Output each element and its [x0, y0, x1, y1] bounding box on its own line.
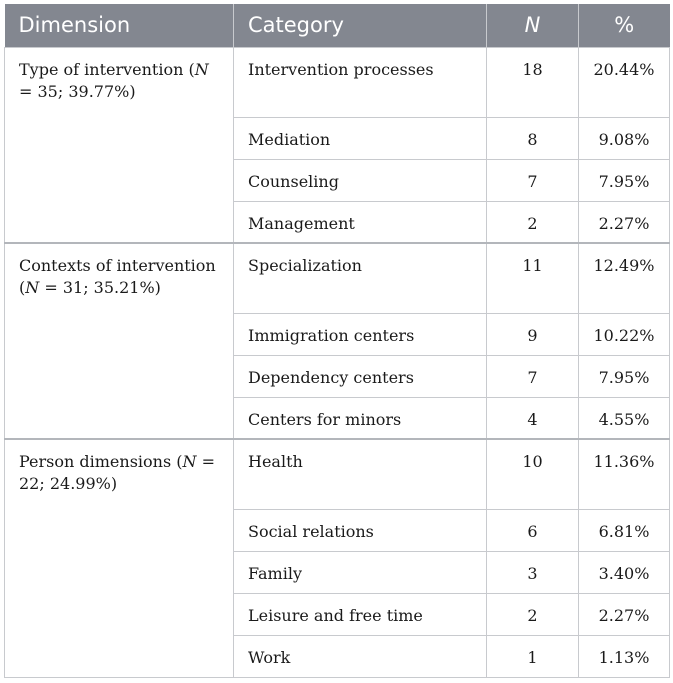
dimension-stats: = 31; 35.21%) — [39, 278, 161, 297]
category-cell: Leisure and free time — [234, 593, 487, 635]
category-cell: Management — [234, 201, 487, 243]
dimension-label: Person dimensions ( — [19, 452, 183, 471]
category-cell: Family — [234, 551, 487, 593]
dimension-label: Contexts of intervention ( — [19, 256, 216, 297]
header-percent: % — [579, 4, 670, 47]
percent-cell: 7.95% — [579, 159, 670, 201]
n-cell: 7 — [487, 159, 579, 201]
category-cell: Work — [234, 635, 487, 677]
percent-cell: 6.81% — [579, 509, 670, 551]
dimension-cell — [5, 439, 234, 677]
percent-cell: 12.49% — [579, 243, 670, 313]
percent-cell: 9.08% — [579, 117, 670, 159]
percent-cell: 11.36% — [579, 439, 670, 509]
n-cell: 8 — [487, 117, 579, 159]
category-cell: Dependency centers — [234, 355, 487, 397]
n-cell: 2 — [487, 201, 579, 243]
percent-cell: 4.55% — [579, 397, 670, 439]
percent-cell: 2.27% — [579, 593, 670, 635]
n-cell: 11 — [487, 243, 579, 313]
category-cell: Specialization — [234, 243, 487, 313]
category-cell: Social relations — [234, 509, 487, 551]
percent-cell: 3.40% — [579, 551, 670, 593]
percent-cell: 1.13% — [579, 635, 670, 677]
dimension-cell — [5, 243, 234, 439]
results-table — [4, 4, 670, 678]
percent-cell: 20.44% — [579, 47, 670, 117]
category-cell: Mediation — [234, 117, 487, 159]
n-cell: 6 — [487, 509, 579, 551]
category-cell: Centers for minors — [234, 397, 487, 439]
category-cell: Intervention processes — [234, 47, 487, 117]
category-cell: Health — [234, 439, 487, 509]
dimension-n-symbol: N — [25, 278, 40, 297]
n-cell: 2 — [487, 593, 579, 635]
dimension-cell — [5, 47, 234, 243]
table-row — [5, 439, 670, 509]
header-category: Category — [234, 4, 487, 47]
header-dimension: Dimension — [5, 4, 234, 47]
table-row — [5, 47, 670, 117]
n-cell: 1 — [487, 635, 579, 677]
header-n: N — [487, 4, 579, 47]
n-cell: 18 — [487, 47, 579, 117]
n-cell: 4 — [487, 397, 579, 439]
table-row — [5, 243, 670, 313]
n-cell: 9 — [487, 313, 579, 355]
header-row — [5, 4, 670, 47]
category-cell: Counseling — [234, 159, 487, 201]
n-cell: 10 — [487, 439, 579, 509]
dimension-n-symbol: N — [182, 452, 197, 471]
dimension-stats: = 22; 24.99%) — [19, 452, 216, 493]
dimension-n-symbol: N — [194, 59, 209, 79]
n-cell: 3 — [487, 551, 579, 593]
n-cell: 7 — [487, 355, 579, 397]
dimension-stats: = 35; 39.77%) — [19, 81, 136, 101]
percent-cell: 10.22% — [579, 313, 670, 355]
dimension-label: Type of intervention ( — [19, 59, 195, 79]
percent-cell: 2.27% — [579, 201, 670, 243]
category-cell: Immigration centers — [234, 313, 487, 355]
percent-cell: 7.95% — [579, 355, 670, 397]
